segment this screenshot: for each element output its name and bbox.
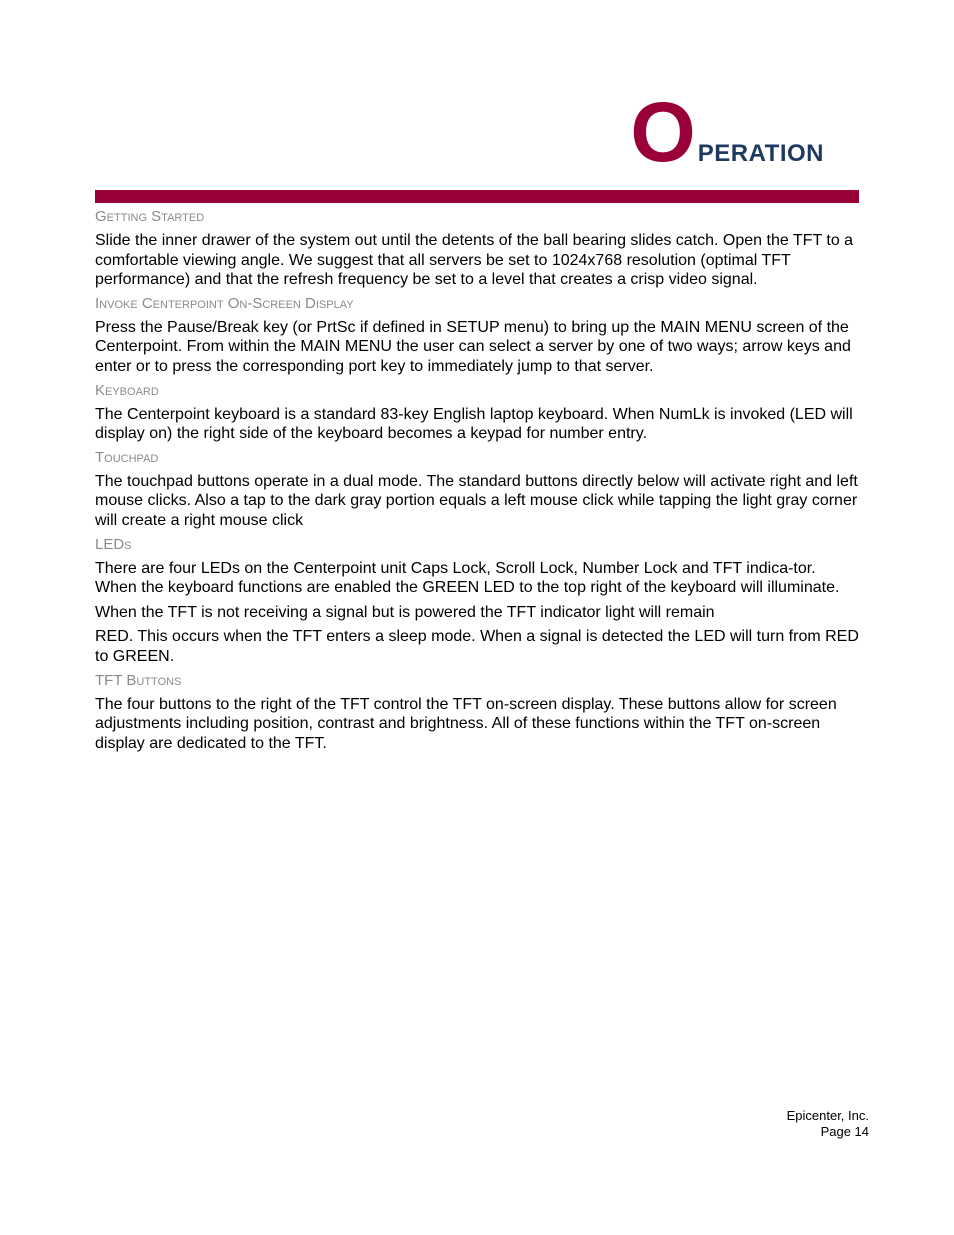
paragraph: The four buttons to the right of the TFT control the TFT on-screen display. These buttons allow for screen adjustments including position, contrast and brightness. All of these functions within the TFT on-screen display are dedicated to the TFT. — [95, 695, 837, 752]
section-heading: TFT Buttons — [95, 671, 182, 689]
footer-page-number: Page 14 — [820, 1124, 869, 1139]
paragraph: When the TFT is not receiving a signal but is powered the TFT indicator light will remain — [95, 603, 715, 621]
section-heading: LEDs — [95, 535, 132, 553]
section-heading: Getting Started — [95, 208, 205, 225]
paragraph: Slide the inner drawer of the system out until the detents of the ball bearing slides catch. Open the TFT to a comfortable viewing angle. We suggest that all servers be set to 1024x768 resolution (optimal TFT performance) and that the refresh frequency be set to a level that creates a crisp video signal. — [95, 232, 854, 289]
section-tft-buttons — [95, 672, 859, 754]
chapter-title-initial: O — [630, 85, 696, 179]
section-heading: Invoke Centerpoint On-Screen Display — [95, 294, 354, 312]
footer-company: Epicenter, Inc. — [786, 1108, 869, 1123]
paragraph: The Centerpoint keyboard is a standard 83-key English laptop keyboard. When NumLk is invoked (LED will display on) the right side of the keyboard becomes a keypad for number entry. — [95, 405, 853, 443]
section-invoke-osd — [95, 295, 859, 377]
section-touchpad — [95, 449, 859, 531]
paragraph: There are four LEDs on the Centerpoint unit Caps Lock, Scroll Lock, Number Lock and TFT indica-tor. When the keyboard functions are enabled the GREEN LED to the top right of the keyboard will illuminate. — [95, 559, 840, 597]
section-keyboard — [95, 382, 859, 444]
paragraph: The touchpad buttons operate in a dual mode. The standard buttons directly below will activate right and left mouse clicks. Also a tap to the dark gray portion equals a left mouse click while tapping the light gray corner will create a right mouse click — [95, 472, 858, 529]
chapter-title — [630, 85, 824, 179]
paragraph: Press the Pause/Break key (or PrtSc if defined in SETUP menu) to bring up the MAIN MENU screen of the Centerpoint. From within the MAIN MENU the user can select a server by one of two ways; arrow keys and enter or to press the corresponding port key to immediately jump to that server. — [95, 318, 851, 375]
chapter-title-rest: PERATION — [697, 140, 824, 167]
document-body — [95, 208, 859, 758]
paragraph: RED. This occurs when the TFT enters a sleep mode. When a signal is detected the LED will turn from RED to GREEN. — [95, 628, 859, 665]
section-getting-started — [95, 208, 859, 290]
section-heading: Keyboard — [95, 381, 159, 399]
page-footer — [787, 1108, 869, 1140]
section-heading: Touchpad — [95, 448, 159, 466]
title-rule — [95, 190, 859, 203]
section-leds — [95, 536, 859, 667]
